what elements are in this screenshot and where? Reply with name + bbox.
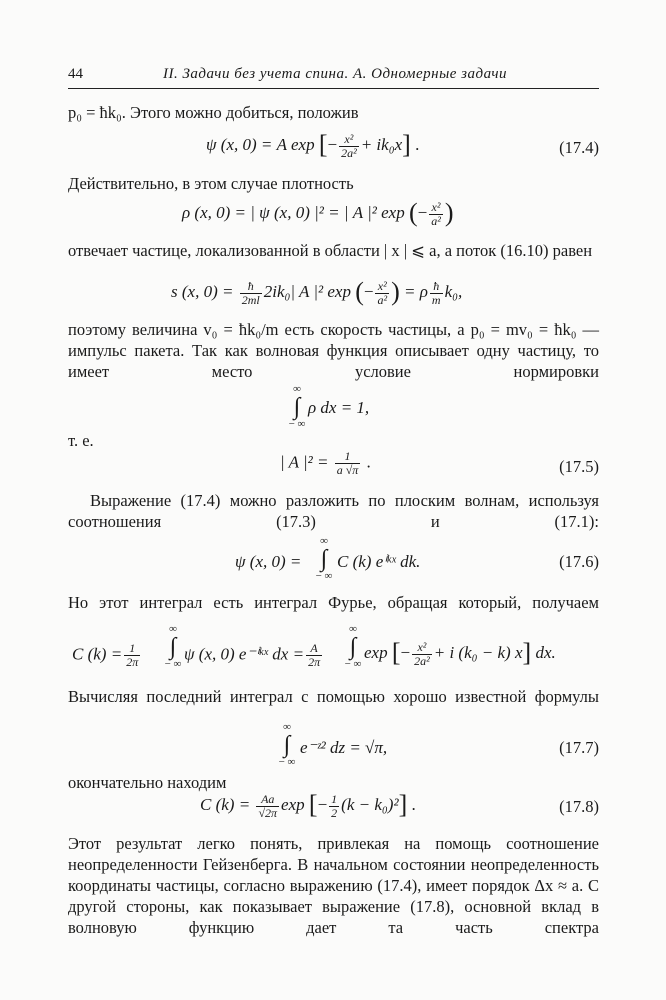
header-rule <box>68 88 599 89</box>
equation-density: ρ (x, 0) = | ψ (x, 0) |² = | A |² exp (− $\frac{\text{x²}}{\text{a²}}$ ) <box>182 198 454 228</box>
equation-number-17-5: (17.5) <box>559 457 599 476</box>
paragraph-10: Этот результат легко понять, привлекая на помощь соотношение неопределенности Гейзенберга. В начальном состоянии неопределенность координаты частицы, согласно выражению (17.4), имеет порядок Δx ≈ a. С другой стороны, как показывает выражение (17.8), основной вклад в волновую функцию дает та часть спектра <box>68 834 599 937</box>
paragraph-8: Вычисляя последний интеграл с помощью хорошо известной формулы <box>68 687 599 706</box>
running-title: II. Задачи без учета спина. А. Одномерные задачи <box>163 66 508 82</box>
paragraph-7: Но этот интеграл есть интеграл Фурье, обращая который, получаем <box>68 593 599 612</box>
equation-17-8: C (k) = $\frac{Aa}{√2\pi}$ exp [− $\frac{1}{2}$ (k − k₀)²] . <box>200 790 416 820</box>
paragraph-6: Выражение (17.4) можно разложить по плоским волнам, используя соотношения (17.3) и (17.1): <box>68 491 599 531</box>
equation-fourier: C (k) = $\frac{1}{2\pi}$ ∞ ∫ − ∞ ψ (x, 0) e⁻ⁱᵏˣ dx = $\frac{A}{2\pi}$ ∞ ∫ − ∞ exp [− $\frac{\text{x²}}{\text{2a²}}$ + i (k₀ − k) x] dx. <box>72 623 556 670</box>
equation-17-5: | A |² = $\frac{1}{a √\pi}$ . <box>280 449 371 477</box>
equation-17-4: ψ (x, 0) = A exp [− $\frac{\text{x²}}{\text{2a²}}$ + ik₀x] . <box>206 130 420 160</box>
paragraph-1: p₀ = ħk₀. Этого можно добиться, положив <box>68 103 359 122</box>
paragraph-5: т. е. <box>68 431 94 450</box>
equation-number-17-6: (17.6) <box>559 552 599 571</box>
equation-number-17-7: (17.7) <box>559 738 599 757</box>
equation-flux: s (x, 0) = $\frac{ħ}{2ml}$ 2ik₀| A |² exp (− $\frac{\text{x²}}{\text{a²}}$ ) = ρ $\frac{ħ}{m}$ k₀, <box>171 277 463 307</box>
paragraph-2: Действительно, в этом случае плотность <box>68 174 354 193</box>
page-number: 44 <box>68 66 83 82</box>
paragraph-3: отвечает частице, локализованной в области | x | ⩽ a, а поток (16.10) равен <box>68 241 593 260</box>
book-page: 44 II. Задачи без учета спина. А. Одномерные задачи p₀ = ħk₀. Этого можно добиться, положив ψ (x, 0) = A exp [− $\frac{\text{x²}}{\text{2a²}}$ + ik₀x] . (17.4) Действительно, в этом случае плотность ρ (x, 0) = | ψ (x, 0) |² = | A |² exp (− $\frac{\text{x²}}{\text{a²}}$ ) отвечает частице, локализованной в области | x | ⩽ a, а поток (16.10) равен s (x, 0) = $\frac{ħ}{2ml}$ 2ik₀| A |² exp (− $\frac{\text{x²}}{\text{a²}}$ ) = ρ $\frac{ħ}{m}$ k₀, поэтому величина v₀ = ħk₀/m есть скорость частицы, а p₀ = mv₀ = ħk₀ — импульс пакета. Так как волновая функция описывает одну частицу, то имеет место условие нормировки ∞ ∫ − ∞ ρ dx = 1, т. е. | A |² = $\frac{1}{a √\pi}$ . (17.5) Выражение (17.4) можно разложить по плоским волнам, используя соотношения (17.3) и (17.1): ψ (x, 0) = ∞ ∫ − ∞ C (k) eⁱᵏˣ dk. (17.6) Но этот интеграл есть интеграл Фурье, обращая который, получаем C (k) = $\frac{1}{2\pi}$ ∞ ∫ − ∞ ψ (x, 0) e⁻ⁱᵏˣ dx = $\frac{A}{2\pi}$ ∞ ∫ − ∞ exp [− $\frac{\text{x²}}{\text{2a²}}$ + i (k₀ − k) x] dx. Вычисляя последний интеграл с помощью хорошо известной формулы ∞ ∫ − ∞ e⁻ᶻ² dz = √π, (17.7) окончательно находим C (k) = $\frac{Aa}{√2\pi}$ exp [− $\frac{1}{2}$ (k − k₀)²] . (17.8) Этот результат легко понять, привлекая на помощь соотношение неопределенности Гейзенберга. В начальном состоянии неопределенность координаты частицы, согласно выражению (17.4), имеет порядок Δx ≈ a. С другой стороны, как показывает выражение (17.8), основной вклад в волновую функцию дает та часть спектра <box>68 66 599 937</box>
paragraph-9: окончательно находим <box>68 773 227 792</box>
equation-number-17-4: (17.4) <box>559 138 599 157</box>
equation-number-17-8: (17.8) <box>559 797 599 816</box>
paragraph-4: поэтому величина v₀ = ħk₀/m есть скорость частицы, а p₀ = mv₀ = ħk₀ — импульс пакета. Так как волновая функция описывает одну частицу, то имеет место условие нормировки <box>68 320 599 381</box>
